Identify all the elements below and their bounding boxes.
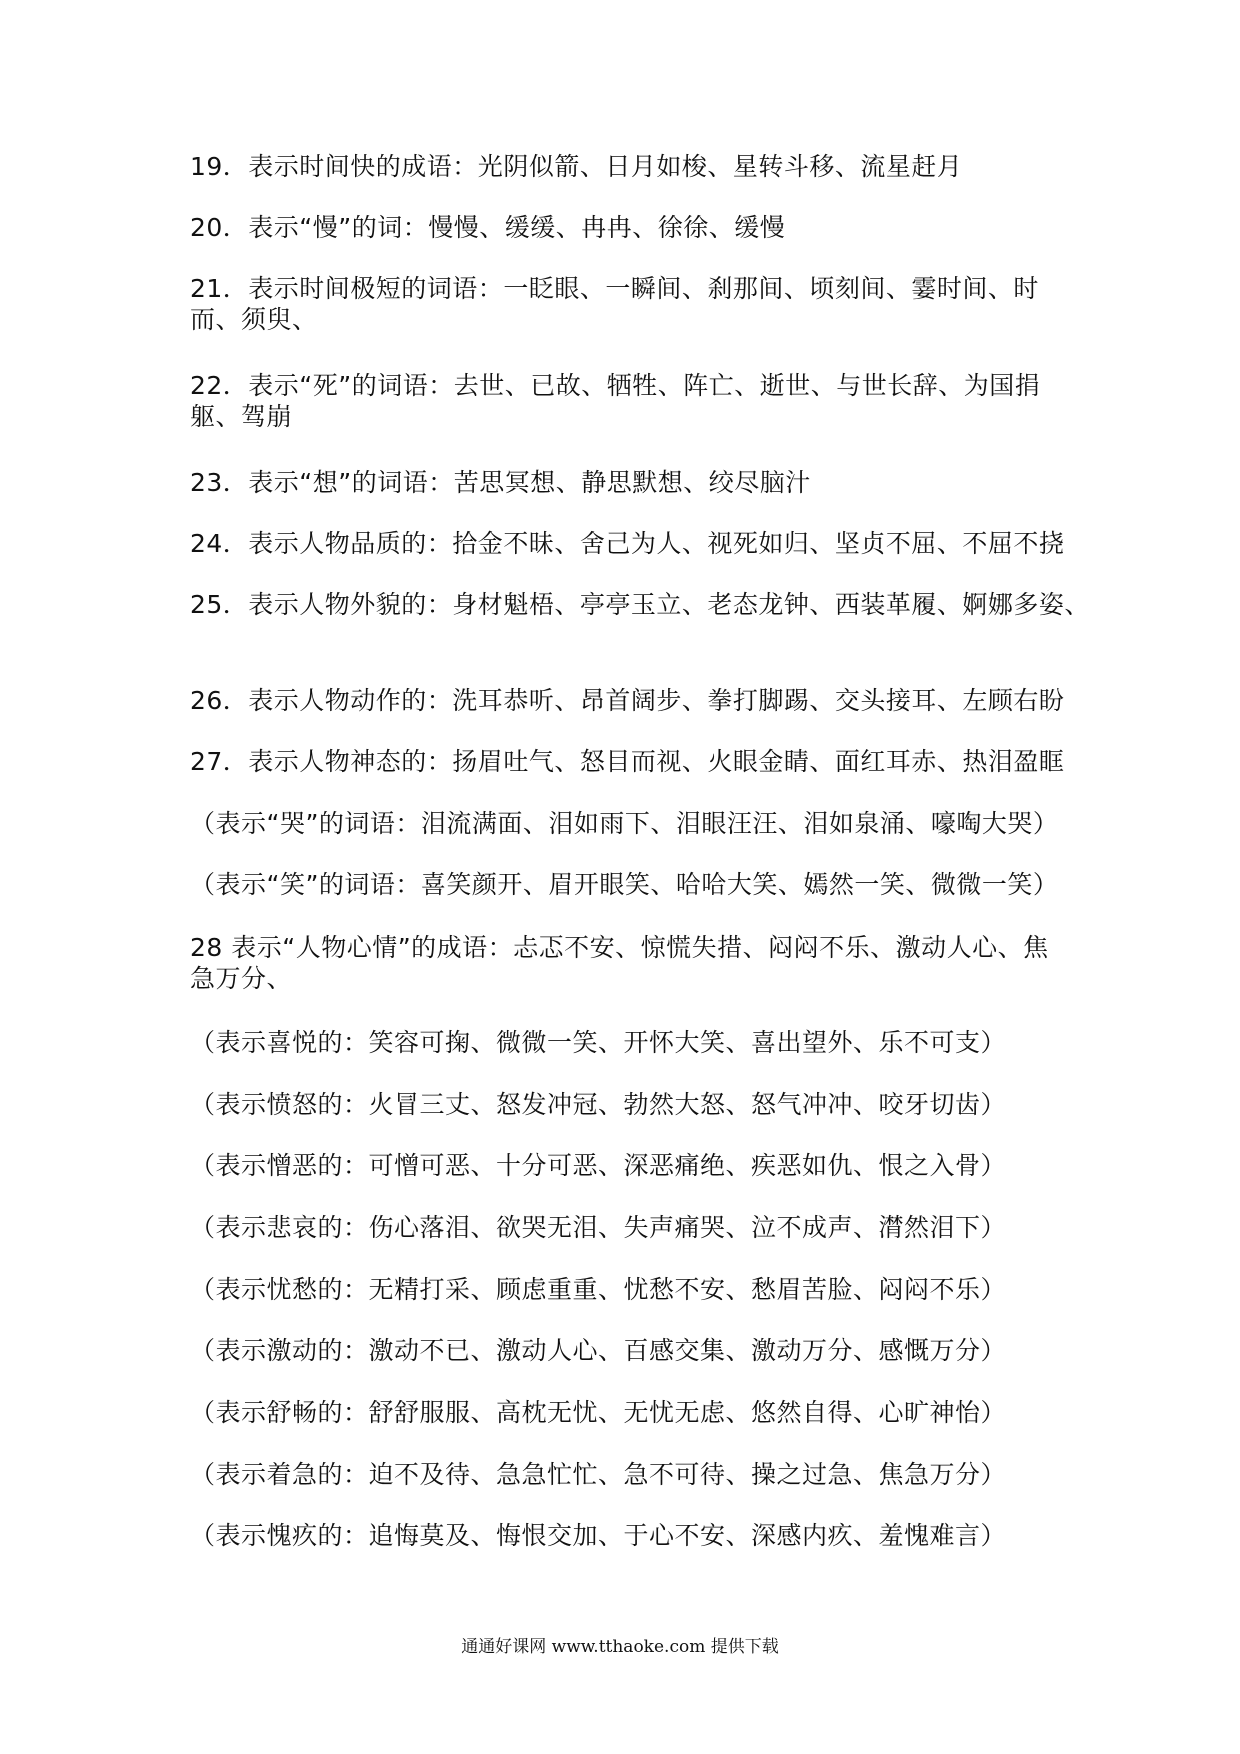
- sub-entry-excitement: （表示激动的：激动不已、激动人心、百感交集、激动万分、感慨万分）: [190, 1336, 1007, 1365]
- entry-20: 20．表示“慢”的词：慢慢、缓缓、冉冉、徐徐、缓慢: [190, 213, 786, 242]
- sub-entry-sorrow: （表示悲哀的：伤心落泪、欲哭无泪、失声痛哭、泣不成声、潸然泪下）: [190, 1213, 1007, 1242]
- entry-25: 25．表示人物外貌的：身材魁梧、亭亭玉立、老态龙钟、西装革履、婀娜多姿、: [190, 590, 1090, 619]
- entry-26: 26．表示人物动作的：洗耳恭听、昂首阔步、拳打脚踢、交头接耳、左顾右盼: [190, 686, 1065, 715]
- sub-entry-anger: （表示愤怒的：火冒三丈、怒发冲冠、勃然大怒、怒气冲冲、咬牙切齿）: [190, 1090, 1007, 1119]
- sub-entry-worry: （表示忧愁的：无精打采、顾虑重重、忧愁不安、愁眉苦脸、闷闷不乐）: [190, 1275, 1007, 1304]
- entry-27: 27．表示人物神态的：扬眉吐气、怒目而视、火眼金睛、面红耳赤、热泪盈眶: [190, 747, 1065, 776]
- sub-entry-hatred: （表示憎恶的：可憎可恶、十分可恶、深恶痛绝、疾恶如仇、恨之入骨）: [190, 1151, 1007, 1180]
- entry-22: 22．表示“死”的词语：去世、已故、牺牲、阵亡、逝世、与世长辞、为国捐躯、驾崩: [190, 371, 1041, 431]
- sub-entry-joy: （表示喜悦的：笑容可掬、微微一笑、开怀大笑、喜出望外、乐不可支）: [190, 1028, 1007, 1057]
- sub-entry-guilt: （表示愧疚的：追悔莫及、悔恨交加、于心不安、深感内疚、羞愧难言）: [190, 1521, 1007, 1550]
- entry-23: 23．表示“想”的词语：苦思冥想、静思默想、绞尽脑汁: [190, 468, 811, 497]
- sub-entry-comfort: （表示舒畅的：舒舒服服、高枕无忧、无忧无虑、悠然自得、心旷神怡）: [190, 1398, 1007, 1427]
- sub-entry-laugh: （表示“笑”的词语：喜笑颜开、眉开眼笑、哈哈大笑、嫣然一笑、微微一笑）: [190, 870, 1059, 899]
- sub-entry-cry: （表示“哭”的词语：泪流满面、泪如雨下、泪眼汪汪、泪如泉涌、嚎啕大哭）: [190, 809, 1059, 838]
- page-footer: 通通好课网 www.tthaoke.com 提供下载: [461, 1637, 779, 1657]
- entry-21: 21．表示时间极短的词语：一眨眼、一瞬间、刹那间、顷刻间、霎时间、时而、须臾、: [190, 274, 1039, 334]
- entry-24: 24．表示人物品质的：拾金不昧、舍己为人、视死如归、坚贞不屈、不屈不挠: [190, 529, 1065, 558]
- entry-28: 28 表示“人物心情”的成语：忐忑不安、惊慌失措、闷闷不乐、激动人心、焦急万分、: [190, 933, 1049, 993]
- sub-entry-anxiety: （表示着急的：迫不及待、急急忙忙、急不可待、操之过急、焦急万分）: [190, 1460, 1007, 1489]
- entry-19: 19．表示时间快的成语：光阴似箭、日月如梭、星转斗移、流星赶月: [190, 152, 963, 181]
